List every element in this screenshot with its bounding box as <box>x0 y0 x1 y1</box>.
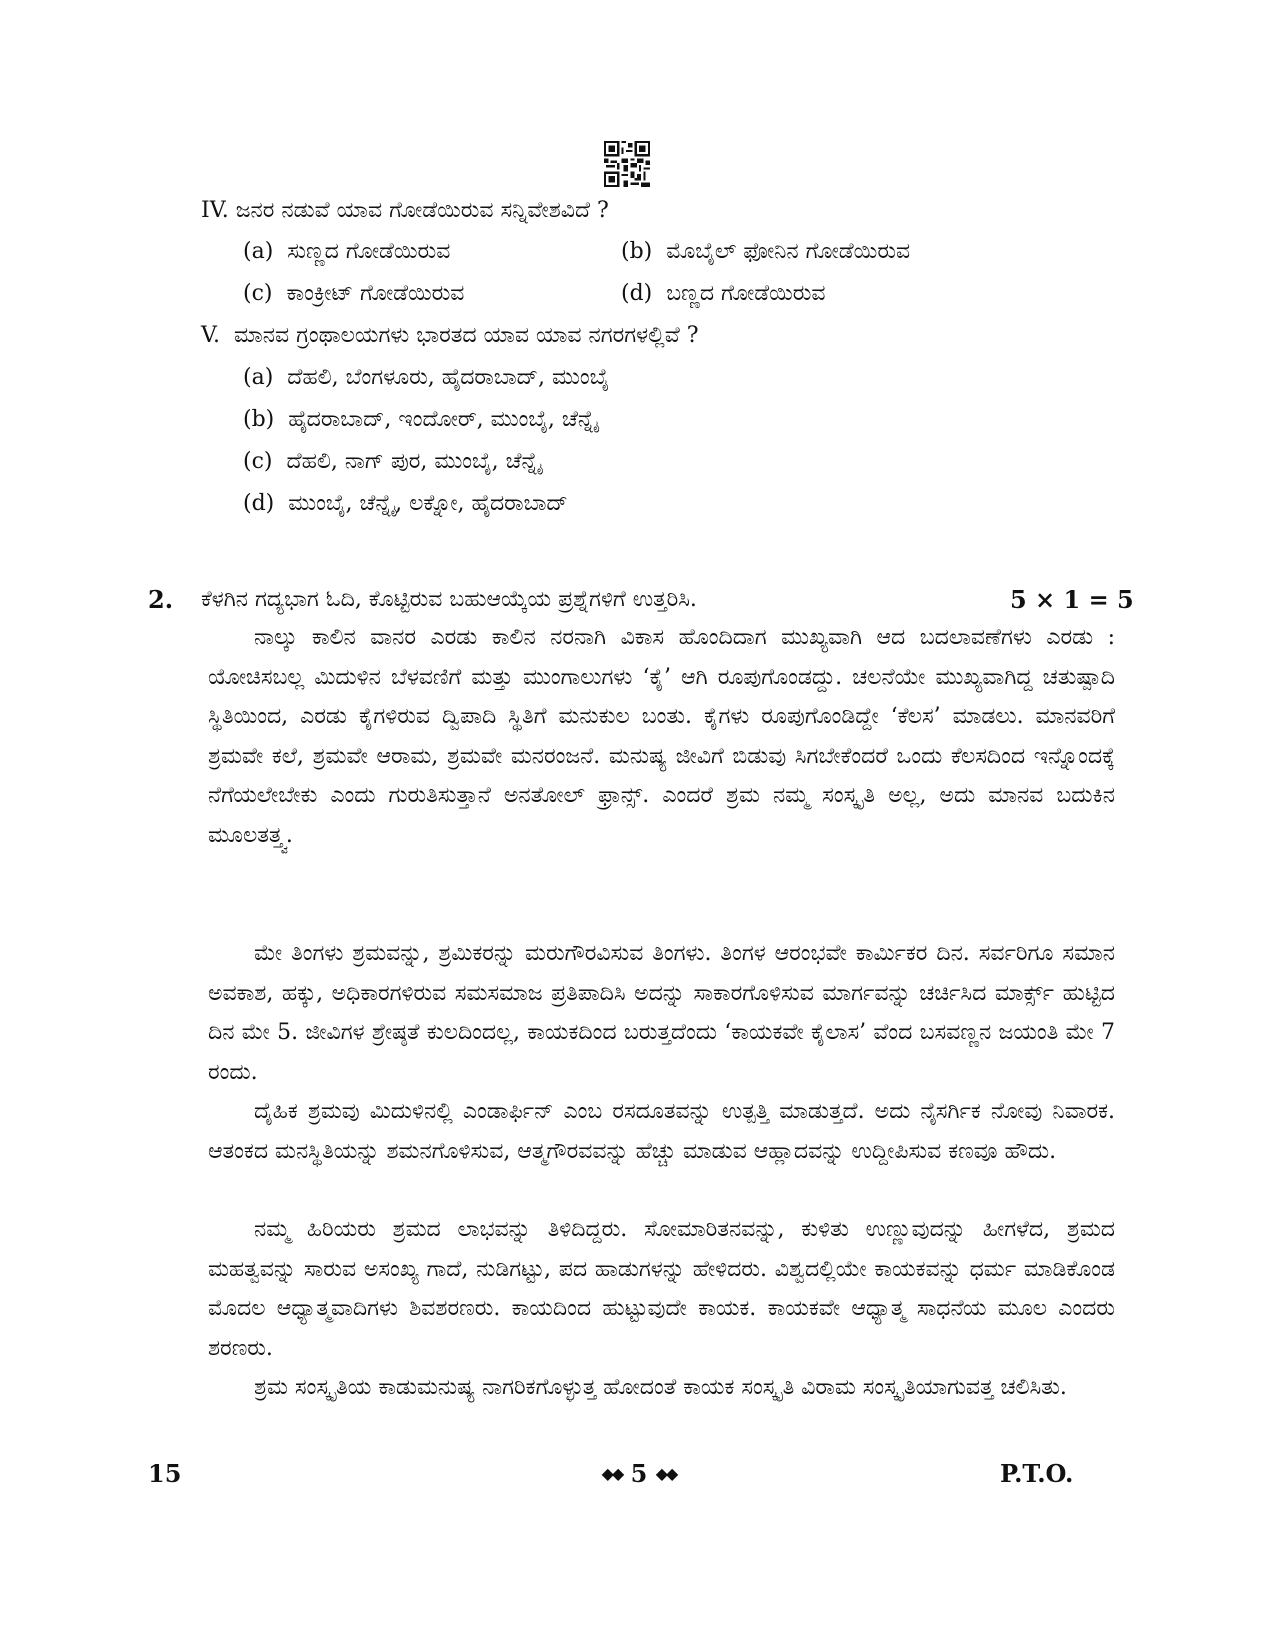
question-v-option-d: (d) ಮುಂಬೈ, ಚೆನ್ನೈ, ಲಕ್ನೋ, ಹೈದರಾಬಾದ್ <box>243 491 568 516</box>
question-v-option-b: (b) ಹೈದರಾಬಾದ್, ಇಂದೋರ್, ಮುಂಬೈ, ಚೆನ್ನೈ <box>243 407 598 432</box>
question-v-text: ಮಾನವ ಗ್ರಂಥಾಲಯಗಳು ಭಾರತದ ಯಾವ ಯಾವ ನಗರಗಳಲ್ಲಿವೆ ? <box>234 323 699 348</box>
passage-paragraph-1: ನಾಲ್ಕು ಕಾಲಿನ ವಾನರ ಎರಡು ಕಾಲಿನ ನರನಾಗಿ ವಿಕಾಸ ಹೊಂದಿದಾಗ ಮುಖ್ಯವಾಗಿ ಆದ ಬದಲಾವಣೆಗಳು ಎರಡು : ಯೋಚಿಸಬಲ್ಲ ಮಿದುಳಿನ ಬೆಳವಣಿಗೆ ಮತ್ತು ಮುಂಗಾಲುಗಳು ‘ಕೈ’ ಆಗಿ ರೂಪುಗೊಂಡದ್ದು. ಚಲನೆಯೇ ಮುಖ್ಯವಾಗಿದ್ದ ಚತುಷ್ಪಾದಿ ಸ್ಥಿತಿಯಿಂದ, ಎರಡು ಕೈಗಳಿರುವ ದ್ವಿಪಾದಿ ಸ್ಥಿತಿಗೆ ಮನುಕುಲ ಬಂತು. ಕೈಗಳು ರೂಪುಗೊಂಡಿದ್ದೇ ‘ಕೆಲಸ’ ಮಾಡಲು. ಮಾನವರಿಗೆ ಶ್ರಮವೇ ಕಲೆ, ಶ್ರಮವೇ ಆರಾಮ, ಶ್ರಮವೇ ಮನರಂಜನೆ. ಮನುಷ್ಯ ಜೀವಿಗೆ ಬಿಡುವು ಸಿಗಬೇಕೆಂದರೆ ಒಂದು ಕೆಲಸದಿಂದ ಇನ್ನೊಂದಕ್ಕೆ ನೆಗೆಯಲೇಬೇಕು ಎಂದು ಗುರುತಿಸುತ್ತಾನೆ ಅನತೋಲ್ ಫ್ರಾನ್ಸ್. ಎಂದರೆ ಶ್ರಮ ನಮ್ಮ ಸಂಸ್ಕೃತಿ ಅಲ್ಲ, ಅದು ಮಾನವ ಬದುಕಿನ ಮೂಲತತ್ತ್ವ. <box>208 625 1115 848</box>
passage-paragraph-3: ದೈಹಿಕ ಶ್ರಮವು ಮಿದುಳಿನಲ್ಲಿ ಎಂಡಾರ್ಫಿನ್ ಎಂಬ ರಸದೂತವನ್ನು ಉತ್ಪತ್ತಿ ಮಾಡುತ್ತದೆ. ಅದು ನೈಸರ್ಗಿಕ ನೋವು ನಿವಾರಕ. ಆತಂಕದ ಮನಸ್ಥಿತಿಯನ್ನು ಶಮನಗೊಳಿಸುವ, ಆತ್ಮಗೌರವವನ್ನು ಹೆಚ್ಚು ಮಾಡುವ ಆಹ್ಲಾದವನ್ನು ಉದ್ದೀಪಿಸುವ ಕಣವೂ ಹೌದು. <box>208 1099 1115 1164</box>
question-iv-option-c: (c) ಕಾಂಕ್ರೀಟ್ ಗೋಡೆಯಿರುವ <box>243 281 465 306</box>
question-2-marks: 5 × 1 = 5 <box>1010 585 1134 614</box>
ornament-left-icon: ◆◆ <box>601 1464 623 1483</box>
paper-code: 15 <box>148 1459 182 1488</box>
question-iv-number: IV. <box>201 198 229 223</box>
question-v-option-a: (a) ದೆಹಲಿ, ಬೆಂಗಳೂರು, ಹೈದರಾಬಾದ್, ಮುಂಬೈ <box>243 365 610 390</box>
passage-paragraph-2: ಮೇ ತಿಂಗಳು ಶ್ರಮವನ್ನು, ಶ್ರಮಿಕರನ್ನು ಮರುಗೌರವಿಸುವ ತಿಂಗಳು. ತಿಂಗಳ ಆರಂಭವೇ ಕಾರ್ಮಿಕರ ದಿನ. ಸರ್ವರಿಗೂ ಸಮಾನ ಅವಕಾಶ, ಹಕ್ಕು, ಅಧಿಕಾರಗಳಿರುವ ಸಮಸಮಾಜ ಪ್ರತಿಪಾದಿಸಿ ಅದನ್ನು ಸಾಕಾರಗೊಳಿಸುವ ಮಾರ್ಗವನ್ನು ಚರ್ಚಿಸಿದ ಮಾರ್ಕ್ಸ್ ಹುಟ್ಟಿದ ದಿನ ಮೇ 5. ಜೀವಿಗಳ ಶ್ರೇಷ್ಠತೆ ಕುಲದಿಂದಲ್ಲ, ಕಾಯಕದಿಂದ ಬರುತ್ತದೆಂದು ‘ಕಾಯಕವೇ ಕೈಲಾಸ’ ವೆಂದ ಬಸವಣ್ಣನ ಜಯಂತಿ ಮೇ 7 ರಂದು. <box>208 941 1115 1085</box>
page-number: ◆◆ 5 ◆◆ <box>601 1459 677 1488</box>
question-iv-option-b: (b) ಮೊಬೈಲ್ ಫೋನಿನ ಗೋಡೆಯಿರುವ <box>621 239 911 264</box>
passage-paragraph-5: ಶ್ರಮ ಸಂಸ್ಕೃತಿಯ ಕಾಡುಮನುಷ್ಯ ನಾಗರಿಕಗೊಳ್ಳುತ್ತ ಹೋದಂತೆ ಕಾಯಕ ಸಂಸ್ಕೃತಿ ವಿರಾಮ ಸಂಸ್ಕೃತಿಯಾಗುವತ್ತ ಚಲಿಸಿತು. <box>254 1375 1067 1400</box>
question-iv-text: ಜನರ ನಡುವೆ ಯಾವ ಗೋಡೆಯಿರುವ ಸನ್ನಿವೇಶವಿದೆ ? <box>235 198 609 223</box>
question-iv <box>201 196 609 226</box>
qr-code-icon <box>604 141 650 187</box>
passage-paragraph-4: ನಮ್ಮ ಹಿರಿಯರು ಶ್ರಮದ ಲಾಭವನ್ನು ತಿಳಿದಿದ್ದರು. ಸೋಮಾರಿತನವನ್ನು, ಕುಳಿತು ಉಣ್ಣುವುದನ್ನು ಹೀಗಳೆದ, ಶ್ರಮದ ಮಹತ್ವವನ್ನು ಸಾರುವ ಅಸಂಖ್ಯ ಗಾದೆ, ನುಡಿಗಟ್ಟು, ಪದ ಹಾಡುಗಳನ್ನು ಹೇಳಿದರು. ವಿಶ್ವದಲ್ಲಿಯೇ ಕಾಯಕವನ್ನು ಧರ್ಮ ಮಾಡಿಕೊಂಡ ಮೊದಲ ಆಧ್ಯಾತ್ಮವಾದಿಗಳು ಶಿವಶರಣರು. ಕಾಯದಿಂದ ಹುಟ್ಟುವುದೇ ಕಾಯಕ. ಕಾಯಕವೇ ಆಧ್ಯಾತ್ಮ ಸಾಧನೆಯ ಮೂಲ ಎಂದರು ಶರಣರು. <box>208 1217 1115 1361</box>
question-v-number: V. <box>201 323 221 348</box>
question-v <box>201 321 699 351</box>
question-iv-option-a: (a) ಸುಣ್ಣದ ಗೋಡೆಯಿರುವ <box>243 239 451 264</box>
question-2-number: 2. <box>148 585 174 614</box>
ornament-right-icon: ◆◆ <box>655 1464 677 1483</box>
pto-label: P.T.O. <box>1000 1459 1074 1488</box>
question-v-option-c: (c) ದೆಹಲಿ, ನಾಗ್ ಪುರ, ಮುಂಬೈ, ಚೆನ್ನೈ <box>243 449 542 474</box>
question-iv-option-d: (d) ಬಣ್ಣದ ಗೋಡೆಯಿರುವ <box>621 281 826 306</box>
question-2-instruction: ಕೆಳಗಿನ ಗದ್ಯಭಾಗ ಓದಿ, ಕೊಟ್ಟಿರುವ ಬಹುಆಯ್ಕೆಯ ಪ್ರಶ್ನೆಗಳಿಗೆ ಉತ್ತರಿಸಿ. <box>201 587 697 612</box>
